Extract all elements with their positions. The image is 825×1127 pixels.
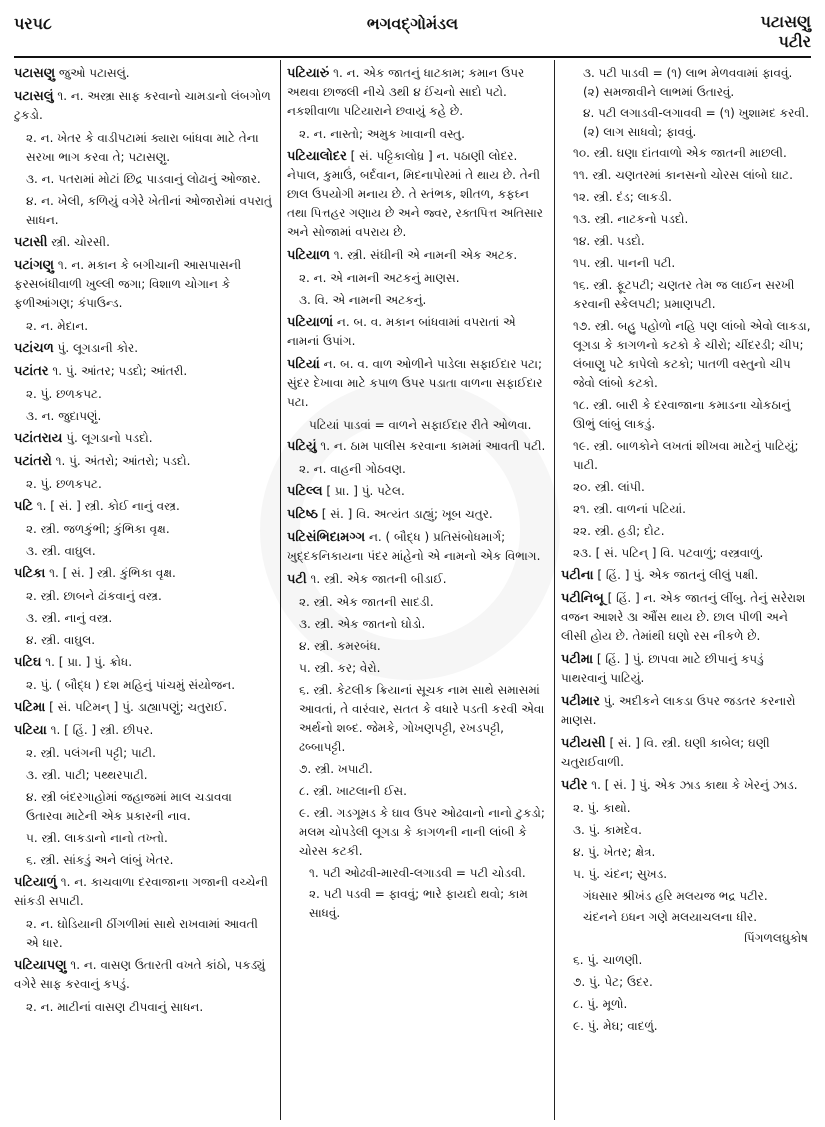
dictionary-entry: પટાંતરો ૧. પું. અંતરો; આંતરો; પડદો. bbox=[14, 454, 191, 469]
sense-line: ૩. ન. જુદાપણું. bbox=[26, 409, 102, 423]
sense-line: ૨૧. સ્ત્રી. વાળનાં પટિયાં. bbox=[573, 502, 686, 516]
sense-line: ૨. પું. ( બૌદ્ધ ) દશ મહિનું પાંચમું સંયોજન. bbox=[26, 678, 236, 692]
dictionary-entry: પટિકા ૧. [ સં. ] સ્ત્રી. કુંભિકા વૃક્ષ. bbox=[14, 566, 176, 581]
sense-line: ૪. પું. ખેતર; ક્ષેત્ર. bbox=[573, 845, 656, 859]
sense-line: ૧૮. સ્ત્રી. બારી કે દરવાજાના કમાડના ચોકઠાનું ઊભું લાંબું લાકડું. bbox=[573, 398, 791, 431]
headword: પટીમાર bbox=[561, 694, 600, 709]
headword: પટાસલું bbox=[14, 89, 54, 104]
sense-line: ૩. પું. કામદેવ. bbox=[573, 823, 642, 837]
headword: પટીમા bbox=[561, 652, 594, 667]
dictionary-entry: પટાંચળ પું. લૂગડાની કોર. bbox=[14, 341, 139, 356]
headword: પટાંચળ bbox=[14, 341, 54, 356]
sense-line: ૪. સ્ત્રી. કમરબંધ. bbox=[299, 639, 381, 653]
sense-line: ૨. ન. ખેતર કે વાડીપટામાં ક્યારા બાંધવા માટે તેના સરખા ભાગ કરવા તે; પટાસણુ. bbox=[26, 131, 259, 164]
sense-line: ૬. સ્ત્રી. કેટલીક ક્રિયાનાં સૂચક નામ સાથે સમાસમાં આવતાં, તે વારંવાર, સતત કે વધારે પડતી કરવી એવા અર્થનો શબ્દ. જેમકે, ગોખણપટ્ટી, રખડપટ્ટી, ઢબ્બાપટ્ટી. bbox=[299, 683, 545, 754]
column-divider bbox=[280, 60, 281, 1120]
dictionary-entry: પટીર ૧. [ સં. ] પું. એક ઝાડ કાથા કે ખેરનું ઝાડ. bbox=[561, 778, 798, 793]
header-rule bbox=[14, 56, 811, 58]
dictionary-entry: પટિયાળું ૧. ન. કાચવાળા દરવાજાના ગજાની વચ્ચેની સાંકડી સપાટી. bbox=[14, 875, 268, 908]
column-3 bbox=[561, 64, 812, 1119]
column-divider bbox=[554, 60, 555, 1120]
sense-line: ૮. સ્ત્રી. ખાટલાની ઈસ. bbox=[299, 784, 407, 798]
sense-line: ૨. સ્ત્રી. જળકુંભી; કુંભિકા વૃક્ષ. bbox=[26, 522, 170, 536]
usage-example: ૧. પટી ઓઢવી-મારવી-લગાડવી = પટી ચોડવી. bbox=[309, 866, 526, 880]
headword: પટિકા bbox=[14, 566, 46, 581]
dictionary-entry: પટાસી સ્ત્રી. ચોરસી. bbox=[14, 235, 110, 250]
headword: પટિષ્ઠ bbox=[287, 507, 318, 522]
page-title: ભગવદ્ગોમંડલ bbox=[366, 14, 459, 33]
headword: પટાસી bbox=[14, 235, 48, 250]
sense-line: ૪. સ્ત્રી. વાઘુલ. bbox=[26, 633, 96, 647]
headword: પટીયસી bbox=[561, 736, 606, 751]
sense-line: ૮. પું. મૂળો. bbox=[573, 997, 628, 1011]
dictionary-entry: પટિયાળાં ન. બ. વ. મકાન બાંધવામાં વપરાતાં એ નામનાં ઉપાંગ. bbox=[287, 315, 516, 348]
sense-line: ૩. વિ. એ નામની અટકનું. bbox=[299, 293, 427, 307]
sense-line: ૨. સ્ત્રી. એક જાતની સાદડી. bbox=[299, 595, 434, 609]
dictionary-entry: પટીનિબૂ [ હિં. ] ન. એક જાતનું લીંબુ. તેનું સરેરાશ વજન આશરે ૩ા ઔંસ થાય છે. છાલ પીળી અને લીસી હોય છે. તેમાંથી ઘણો રસ નીકળે છે. bbox=[561, 591, 806, 643]
dictionary-entry: પટાસલું ૧. ન. અસ્ત્રા સાફ કરવાનો ચામડાનો લંબગોળ ટુકડો. bbox=[14, 89, 271, 122]
sense-line: ૩. સ્ત્રી. નાનું વસ્ત્ર. bbox=[26, 611, 113, 625]
sense-line: ૨. ન. મેદાન. bbox=[26, 319, 89, 333]
dictionary-entry: પટિયાં ન. બ. વ. વાળ ઓળીને પાડેલા સફાઈદાર પટા; સુંદર દેખાવા માટે કપાળ ઉપર પડાતા વાળના સફાઈદાર પટા. bbox=[287, 357, 543, 409]
column-1 bbox=[14, 64, 272, 1119]
sense-line: ૨૩. [ સં. પટિન્ ] વિ. પટવાળું; વસ્ત્રવાળું. bbox=[573, 546, 764, 560]
dictionary-entry: પટિયું ૧. ન. ઠામ પાલીસ કરવાના કામમાં આવતી પટી. bbox=[287, 439, 546, 454]
dictionary-entry: પટિષ્ઠ [ સં. ] વિ. અત્યંત ડાહ્યું; ખૂબ ચતુર. bbox=[287, 507, 493, 522]
headword: પટિયાપણુ bbox=[14, 958, 67, 973]
guide-words bbox=[760, 12, 811, 52]
dictionary-entry: પટીના [ હિં. ] પું. એક જાતનું લીલું પક્ષી. bbox=[561, 568, 759, 583]
sense-line: ૯. પું. મેઘ; વાદળું. bbox=[573, 1019, 658, 1033]
sense-line: ૧૨. સ્ત્રી. દંડ; લાકડી. bbox=[573, 190, 672, 204]
sense-line: ૨. સ્ત્રી. છાબને ઢાંકવાનું વસ્ત્ર. bbox=[26, 589, 162, 603]
headword: પટીનિબૂ bbox=[561, 591, 604, 606]
sense-line: ૯. સ્ત્રી. ગડગૂમડ કે ઘાવ ઉપર ઓઢવાનો નાનો ટુકડો; મલમ ચોપડેલી લૂગડા કે કાગળની નાની લાંબી કે ચોરસ કટકી. bbox=[299, 806, 545, 858]
dictionary-entry: પટીમાર પું. અદીકને લાકડા ઉપર જડતર કરનારો માણસ. bbox=[561, 694, 796, 727]
usage-example: પટિયાં પાડવાં = વાળને સફાઈદાર રીતે ઓળવા. bbox=[309, 418, 532, 432]
headword: પટીના bbox=[561, 568, 594, 583]
headword: પટીર bbox=[561, 778, 588, 793]
sense-line: ૨. પું. છળકપટ. bbox=[26, 477, 102, 491]
headword: પટિયા bbox=[14, 723, 47, 738]
sense-line: ૨૨. સ્ત્રી. હડી; દોટ. bbox=[573, 524, 665, 538]
citation-source: પિંગળલઘુકોષ bbox=[744, 931, 808, 945]
headword: પટિયારું bbox=[287, 66, 330, 81]
dictionary-entry: પટિસંભિદામગ્ગ ન. ( બૌદ્ધ ) પ્રતિસંબોધમાર્ગ; ખુદ્દકનિકાયના પંદર માંહેનો એ નામનો એક વિભાગ. bbox=[287, 530, 541, 563]
dictionary-entry: પટિમા [ સં. પટિમન્ ] પું. ડાહ્યાપણું; ચતુરાઈ. bbox=[14, 700, 228, 715]
headword: પટિયાળ bbox=[287, 248, 330, 263]
headword: પટિ bbox=[14, 499, 33, 514]
sense-line: ૩. સ્ત્રી. એક જાતનો ઘોડો. bbox=[299, 617, 426, 631]
headword: પટિઘ bbox=[14, 655, 42, 670]
sense-line: ૨. ન. માટીનાં વાસણ ટીપવાનું સાધન. bbox=[26, 1000, 204, 1014]
headword: પટિયાળાં bbox=[287, 315, 334, 330]
sense-line: ૧૩. સ્ત્રી. નાટકનો પડદો. bbox=[573, 212, 689, 226]
sense-line: ૧૭. સ્ત્રી. બહુ પહોળો નહિ પણ લાંબો એવો લાકડા, લૂગડા કે કાગળનો કટકો કે ચીરો; ચીંદરડી; ચીપ; લંબાણુ પટે કાપેલો કટકો; પાતળી વસ્તુનો ચીપ જેવો લાંબો કટકો. bbox=[573, 319, 811, 390]
dictionary-entry: પટિયારું ૧. ન. એક જાતનું ધાટકામ; કમાન ઉપર અથવા છાજલી નીચે ૩થી ૪ ઈંચનો સાદો પટો. નકશીવાળા પટિયારાને છવાયું કહે છે. bbox=[287, 66, 525, 118]
sense-line: ૨. પું. કાથો. bbox=[573, 801, 631, 815]
dictionary-entry: પટીમા [ હિં. ] પું. છાપવા માટે છીપાનું કપડું પાથરવાનું પાટિયું. bbox=[561, 652, 764, 685]
usage-example: ૪. પટી લગાડવી-લગાવવી = (૧) ખુશામદ કરવી. (૨) લાગ સાધવો; ફાવવું. bbox=[583, 106, 810, 139]
page-number: પરપ૮ bbox=[14, 14, 52, 33]
dictionary-entry: પટાસણુ જુઓ પટાસલું. bbox=[14, 66, 130, 81]
sense-line: ૫. પું. ચંદન; સુખડ. bbox=[573, 867, 668, 881]
dictionary-entry: પટિયાલોદર [ સં. પટ્ટિકાલોધ્ર ] ન. પઠાણી લોદર. નેપાલ, કુમાઉં, બર્દવાન, મિદનાપોરમાં તે થાય છે. તેની છાલ ઉપયોગી મનાય છે. તે સ્તંભક, શીતળ, કફઘ્ન તથા પિત્તહર ગણાય છે અને જ્વર, રક્તપિત્ત અતિસાર અને સોજામાં વપરાય છે. bbox=[287, 149, 543, 239]
sense-line: ૧૦. સ્ત્રી. ઘણા દાંતવાળો એક જાતની માછલી. bbox=[573, 146, 787, 160]
column-2 bbox=[287, 64, 548, 1119]
sense-line: ૭. પું. પેટ; ઉદર. bbox=[573, 975, 653, 989]
sense-line: ૬. પું. ચાળણી. bbox=[573, 953, 643, 967]
dictionary-entry: પટિલ્લ [ પ્રા. ] પું. પટેલ. bbox=[287, 484, 405, 499]
sense-line: ૫. સ્ત્રી. લાકડાનો નાનો તખ્તો. bbox=[26, 831, 168, 845]
sense-line: ૨. સ્ત્રી. પલંગની પટ્ટી; પાટી. bbox=[26, 746, 156, 760]
dictionary-entry: પટી ૧. સ્ત્રી. એક જાતની બીડાઈ. bbox=[287, 572, 447, 587]
sense-line: ૬. સ્ત્રી. સાંકડું અને લાંબું ખેતર. bbox=[26, 853, 174, 867]
sense-line: ૩. ન. પતરામાં મોટાં છિદ્ર પાડવાનું લોઢાનું ઓજાર. bbox=[26, 172, 261, 186]
headword: પટી bbox=[287, 572, 307, 587]
headword: પટિલ્લ bbox=[287, 484, 323, 499]
headword: પટિયું bbox=[287, 439, 317, 454]
dictionary-entry: પટિ ૧. [ સં. ] સ્ત્રી. કોઈ નાનું વસ્ત્ર. bbox=[14, 499, 180, 514]
usage-example: ગંધસાર શ્રીખંડ હરિ મલયજ ભદ્ર પટીર. bbox=[583, 889, 768, 903]
sense-line: ૪. સ્ત્રી બંદરગાહોમાં જહાજમાં માલ ચડાવવા ઉતારવા માટેની એક પ્રકારની નાવ. bbox=[26, 790, 232, 823]
sense-line: ૧૯. સ્ત્રી. બાળકોને લખતાં શીખવા માટેનું પાટિયું; પાટી. bbox=[573, 439, 799, 472]
sense-line: ૧૬. સ્ત્રી. ફૂટપટી; ચણતર તેમ જ લાઈન સરખી કરવાની સ્કેલપટી; પ્રમાણપટી. bbox=[573, 278, 795, 311]
sense-line: ૧૫. સ્ત્રી. પાનની પટી. bbox=[573, 256, 676, 270]
sense-line: ૨૦. સ્ત્રી. લાંપી. bbox=[573, 480, 645, 494]
dictionary-entry: પટિઘ ૧. [ પ્રા. ] પું. ક્રોધ. bbox=[14, 655, 133, 670]
headword: પટિયાલોદર bbox=[287, 149, 347, 164]
dictionary-entry: પટિયાળ ૧. સ્ત્રી. સંઘીની એ નામની એક અટક. bbox=[287, 248, 518, 263]
sense-line: ૭. સ્ત્રી. ખપાટી. bbox=[299, 762, 373, 776]
dictionary-entry: પટિયાપણુ ૧. ન. વાસણ ઉતારતી વખતે કાંઠો, પકડ્યું વગેરે સાફ કરવાનું કપડું. bbox=[14, 958, 266, 991]
sense-line: ૧૧. સ્ત્રી. ચણતરમાં કાનસનો ચોરસ લાંબો ઘાટ. bbox=[573, 168, 793, 182]
sense-line: ૪. ન. ખેલી, કળિયું વગેરે ખેતીનાં ઓજારોમાં વપરાતું સાધન. bbox=[26, 194, 272, 227]
dictionary-entry: પટાંગણુ ૧. ન. મકાન કે બગીચાની આસપાસની ફરસબંધીવાળી ખુલ્લી જગા; વિશાળ ચોગાન કે ફળીઆંગણ; કંપાઉન્ડ. bbox=[14, 258, 242, 310]
headword: પટાંતર bbox=[14, 364, 49, 379]
headword: પટાસણુ bbox=[14, 66, 56, 81]
usage-example: ચંદનને ઇધન ગણે મલયાચલના ધીર. bbox=[583, 910, 758, 924]
sense-line: ૨. ન. નાસ્તો; અમુક ખાવાની વસ્તુ. bbox=[299, 127, 465, 141]
dictionary-entry: પટાંતર ૧. પું. આંતર; પડદો; આંતરી. bbox=[14, 364, 188, 379]
headword: પટિયાળું bbox=[14, 875, 57, 890]
headword: પટાંગણુ bbox=[14, 258, 55, 273]
sense-line: ૩. સ્ત્રી. પાટી; પથ્થરપાટી. bbox=[26, 768, 148, 782]
usage-example: ૨. પટી પડવી = ફાવવું; ભારે ફાયદો થવો; કામ સાધવું. bbox=[309, 887, 528, 920]
dictionary-entry: પટીયસી [ સં. ] વિ. સ્ત્રી. ઘણી કાબેલ; ઘણી ચતુરાઈવાળી. bbox=[561, 736, 770, 769]
sense-line: ૩. સ્ત્રી. વાઘુલ. bbox=[26, 544, 96, 558]
dictionary-entry: પટિયા ૧. [ હિં. ] સ્ત્રી. છીપર. bbox=[14, 723, 154, 738]
sense-line: ૨. ન. ઘોડિયાની ઠીંગળીમાં સાથે રાખવામાં આવતી એ ધાર. bbox=[26, 917, 258, 950]
guide-word-last: પટીર bbox=[778, 32, 811, 51]
headword: પટિયાં bbox=[287, 357, 320, 372]
headword: પટાંતરો bbox=[14, 454, 52, 469]
sense-line: ૫. સ્ત્રી. કર; વેરો. bbox=[299, 661, 381, 675]
sense-line: ૨. ન. એ નામની અટકનું માણસ. bbox=[299, 271, 460, 285]
headword: પટિસંભિદામગ્ગ bbox=[287, 530, 366, 545]
guide-word-first: પટાસણુ bbox=[760, 12, 811, 31]
dictionary-entry: પટાંતરાય પું. લૂગડાનો પડદો. bbox=[14, 431, 153, 446]
sense-line: ૨. પું. છળકપટ. bbox=[26, 387, 102, 401]
usage-example: ૩. પટી પાડવી = (૧) લાભ મેળવવામાં ફાવવું. (૨) સમજાવીને લાભમાં ઉતારવું. bbox=[583, 66, 793, 99]
headword: પટાંતરાય bbox=[14, 431, 63, 446]
page-header bbox=[0, 0, 825, 60]
sense-line: ૨. ન. વાહની ગોઠવણ. bbox=[299, 462, 406, 476]
headword: પટિમા bbox=[14, 700, 46, 715]
sense-line: ૧૪. સ્ત્રી. પડદો. bbox=[573, 234, 645, 248]
